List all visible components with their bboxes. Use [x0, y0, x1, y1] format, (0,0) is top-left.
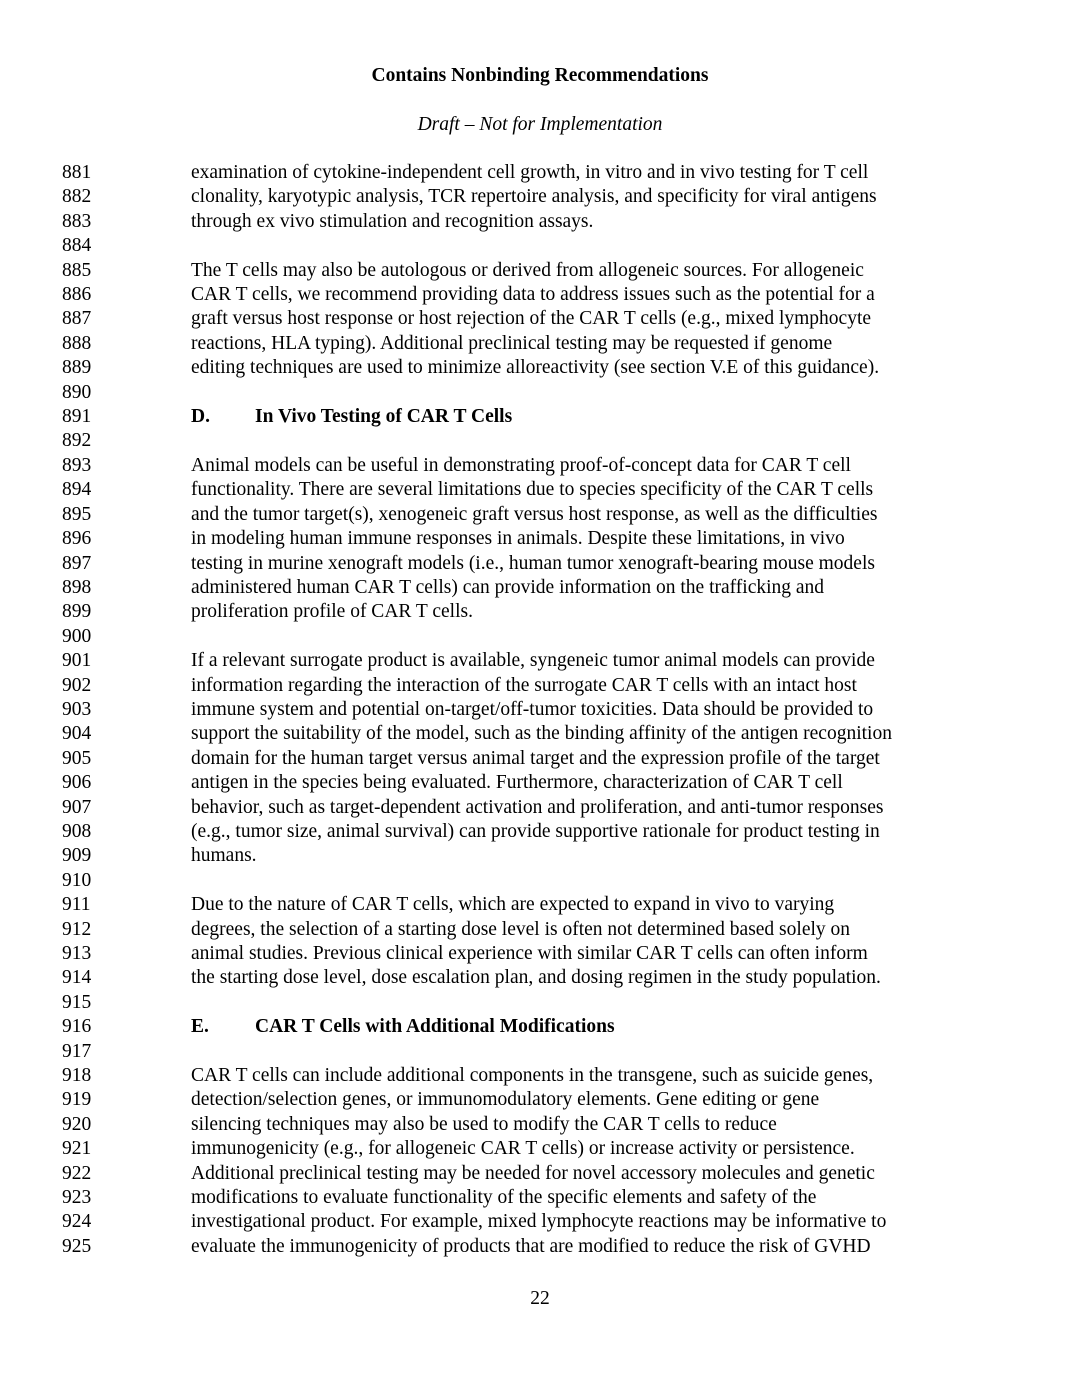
- line-text: domain for the human target versus animal target and the expression profile of the target: [191, 747, 880, 769]
- line-text: proliferation profile of CAR T cells.: [191, 601, 473, 623]
- text-line: [0, 1210, 1080, 1234]
- text-line: [0, 356, 1080, 380]
- line-number: 923: [62, 1187, 92, 1209]
- text-line: [0, 1186, 1080, 1210]
- line-text: silencing techniques may also be used to modify the CAR T cells to reduce: [191, 1113, 777, 1135]
- line-number: 913: [62, 943, 92, 964]
- text-line: [0, 307, 1080, 331]
- line-number: 898: [62, 576, 92, 598]
- line-number: 893: [62, 454, 92, 476]
- line-number: 894: [62, 479, 92, 501]
- line-text: If a relevant surrogate product is available, syngeneic tumor animal models can provide: [191, 650, 875, 672]
- text-line: [0, 991, 1080, 1015]
- line-number: 916: [62, 1016, 92, 1038]
- line-text: information regarding the interaction of the surrogate CAR T cells with an intact host: [191, 674, 857, 696]
- line-number: 901: [62, 650, 92, 672]
- section-heading: [191, 405, 512, 429]
- line-number: 900: [62, 625, 92, 647]
- text-line: [0, 454, 1080, 478]
- text-line: [0, 1064, 1080, 1088]
- line-text: humans.: [191, 845, 257, 867]
- line-text: testing in murine xenograft models (i.e., human tumor xenograft-bearing mouse models: [191, 552, 875, 574]
- line-number: 884: [62, 235, 92, 257]
- text-line: [0, 649, 1080, 673]
- text-line: [0, 844, 1080, 868]
- line-number: 892: [62, 430, 92, 452]
- line-text: (e.g., tumor size, animal survival) can provide supportive rationale for product testing in: [191, 820, 880, 842]
- line-text: reactions, HLA typing). Additional preclinical testing may be requested if genome: [191, 332, 833, 354]
- line-number: 924: [62, 1211, 92, 1233]
- section-letter: D.: [191, 406, 210, 428]
- text-line: [0, 747, 1080, 771]
- line-text: CAR T cells can include additional components in the transgene, such as suicide genes,: [191, 1065, 874, 1087]
- line-number: 910: [62, 869, 92, 891]
- text-line: [0, 1088, 1080, 1112]
- text-line: [0, 576, 1080, 600]
- text-line: [0, 625, 1080, 649]
- page-header-title: Contains Nonbinding Recommendations: [371, 65, 709, 86]
- line-number: 909: [62, 845, 92, 867]
- line-number: 915: [62, 991, 92, 1013]
- line-number: 888: [62, 332, 92, 354]
- line-text: Additional preclinical testing may be needed for novel accessory molecules and genetic: [191, 1162, 875, 1184]
- line-number: 886: [62, 284, 92, 306]
- line-number: 887: [62, 308, 92, 330]
- line-text: support the suitability of the model, such as the binding affinity of the antigen recognition: [191, 723, 892, 745]
- text-line: [0, 210, 1080, 234]
- text-line: [0, 600, 1080, 624]
- line-text: immune system and potential on-target/off-tumor toxicities. Data should be provided to: [191, 698, 874, 720]
- text-line: [0, 552, 1080, 576]
- line-text: investigational product. For example, mixed lymphocyte reactions may be informative to: [191, 1211, 887, 1233]
- text-line: [0, 869, 1080, 893]
- line-text: degrees, the selection of a starting dose level is often not determined based solely on: [191, 918, 851, 940]
- text-line: [0, 1137, 1080, 1161]
- text-line: [0, 771, 1080, 795]
- line-text: the starting dose level, dose escalation plan, and dosing regimen in the study population.: [191, 967, 881, 989]
- line-number: 890: [62, 381, 92, 403]
- line-text: functionality. There are several limitations due to species specificity of the CAR T cells: [191, 479, 874, 501]
- section-title: CAR T Cells with Additional Modifications: [255, 1016, 615, 1038]
- line-text: and the tumor target(s), xenogeneic graft versus host response, as well as the difficulties: [191, 503, 878, 525]
- text-line: [0, 478, 1080, 502]
- text-line: [0, 893, 1080, 917]
- text-line: [0, 283, 1080, 307]
- line-text: through ex vivo stimulation and recognition assays.: [191, 210, 594, 232]
- text-line: [0, 185, 1080, 209]
- line-number: 889: [62, 357, 92, 379]
- line-text: Animal models can be useful in demonstrating proof-of-concept data for CAR T cell: [191, 454, 851, 476]
- text-line: [0, 332, 1080, 356]
- page-header-subtitle: Draft – Not for Implementation: [417, 114, 663, 135]
- line-text: immunogenicity (e.g., for allogeneic CAR T cells) or increase activity or persistence.: [191, 1138, 855, 1160]
- line-number: 921: [62, 1138, 92, 1160]
- text-line: [0, 161, 1080, 185]
- line-number: 897: [62, 552, 92, 574]
- text-line: [0, 942, 1080, 966]
- line-text: animal studies. Previous clinical experience with similar CAR T cells can often inform: [191, 943, 868, 964]
- line-number: 902: [62, 674, 92, 696]
- text-line: [0, 966, 1080, 990]
- line-number: 907: [62, 796, 92, 818]
- text-line: [0, 918, 1080, 942]
- text-line: [0, 381, 1080, 405]
- text-line: [0, 429, 1080, 453]
- section-heading-line: [0, 405, 1080, 429]
- line-text: Due to the nature of CAR T cells, which are expected to expand in vivo to varying: [191, 894, 835, 916]
- line-number: 918: [62, 1065, 92, 1087]
- line-text: graft versus host response or host rejection of the CAR T cells (e.g., mixed lymphocyte: [191, 308, 872, 330]
- line-number: 914: [62, 967, 92, 989]
- line-number: 885: [62, 259, 92, 281]
- page-number: 22: [530, 1288, 550, 1309]
- line-number: 925: [62, 1235, 92, 1257]
- line-text: behavior, such as target-dependent activation and proliferation, and anti-tumor responses: [191, 796, 884, 818]
- line-number: 912: [62, 918, 92, 940]
- text-line: [0, 820, 1080, 844]
- line-text: evaluate the immunogenicity of products that are modified to reduce the risk of GVHD: [191, 1235, 871, 1257]
- line-number: 899: [62, 601, 92, 623]
- line-number: 908: [62, 820, 92, 842]
- line-number: 881: [62, 162, 92, 183]
- line-number: 920: [62, 1113, 92, 1135]
- line-text: detection/selection genes, or immunomodulatory elements. Gene editing or gene: [191, 1089, 820, 1111]
- line-number: 919: [62, 1089, 92, 1111]
- line-text: CAR T cells, we recommend providing data to address issues such as the potential for a: [191, 284, 875, 306]
- line-text: clonality, karyotypic analysis, TCR repertoire analysis, and specificity for viral antigens: [191, 186, 877, 208]
- line-number: 906: [62, 772, 92, 794]
- text-line: [0, 1040, 1080, 1064]
- text-line: [0, 698, 1080, 722]
- line-text: editing techniques are used to minimize alloreactivity (see section V.E of this guidance).: [191, 357, 880, 379]
- section-title: In Vivo Testing of CAR T Cells: [255, 406, 513, 428]
- line-text: examination of cytokine-independent cell growth, in vitro and in vivo testing for T cell: [191, 162, 869, 183]
- text-line: [0, 1162, 1080, 1186]
- text-line: [0, 796, 1080, 820]
- line-number: 905: [62, 747, 92, 769]
- text-line: [0, 527, 1080, 551]
- section-heading: [191, 1015, 615, 1039]
- line-number: 895: [62, 503, 92, 525]
- text-line: [0, 259, 1080, 283]
- line-text: antigen in the species being evaluated. Furthermore, characterization of CAR T cell: [191, 772, 843, 794]
- document-body: [0, 161, 1080, 1259]
- line-number: 904: [62, 723, 92, 745]
- line-number: 903: [62, 698, 92, 720]
- line-text: in modeling human immune responses in animals. Despite these limitations, in vivo: [191, 528, 845, 550]
- text-line: [0, 1113, 1080, 1137]
- line-number: 896: [62, 528, 92, 550]
- line-text: administered human CAR T cells) can provide information on the trafficking and: [191, 576, 825, 598]
- text-line: [0, 1235, 1080, 1259]
- text-line: [0, 722, 1080, 746]
- section-letter: E.: [191, 1016, 209, 1038]
- line-number: 911: [62, 894, 91, 916]
- line-number: 922: [62, 1162, 92, 1184]
- text-line: [0, 503, 1080, 527]
- line-number: 883: [62, 210, 92, 232]
- text-line: [0, 674, 1080, 698]
- line-number: 917: [62, 1040, 92, 1062]
- line-text: modifications to evaluate functionality of the specific elements and safety of the: [191, 1187, 817, 1209]
- line-number: 891: [62, 406, 92, 428]
- line-number: 882: [62, 186, 92, 208]
- text-line: [0, 234, 1080, 258]
- line-text: The T cells may also be autologous or derived from allogeneic sources. For allogeneic: [191, 259, 864, 281]
- section-heading-line: [0, 1015, 1080, 1039]
